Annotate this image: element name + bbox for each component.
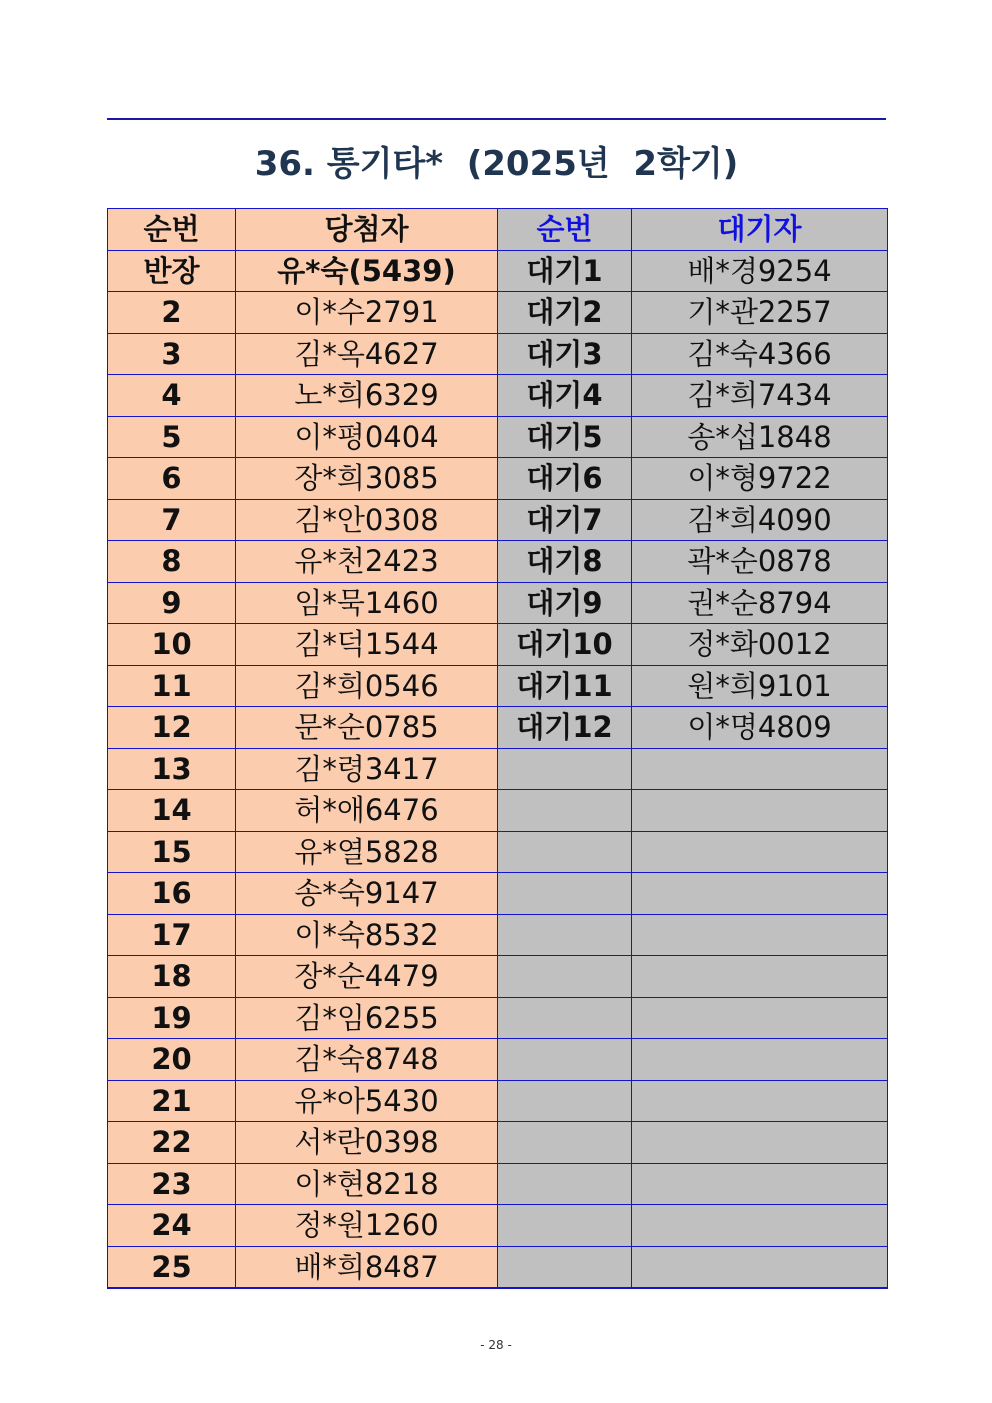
cell-winner: 이*평0404 — [236, 416, 498, 458]
cell-no: 12 — [108, 707, 236, 749]
table-row — [108, 292, 888, 334]
cell-wait-no — [498, 790, 632, 832]
cell-wait-no — [498, 1163, 632, 1205]
cell-wait-no — [498, 1246, 632, 1288]
cell-wait-no — [498, 748, 632, 790]
cell-wait-no — [498, 1039, 632, 1081]
cell-wait-no: 대기10 — [498, 624, 632, 666]
table-row — [108, 458, 888, 500]
table-row — [108, 416, 888, 458]
cell-waiter — [632, 1080, 888, 1122]
cell-winner: 김*숙8748 — [236, 1039, 498, 1081]
cell-wait-no — [498, 1080, 632, 1122]
cell-no: 15 — [108, 831, 236, 873]
cell-waiter: 정*화0012 — [632, 624, 888, 666]
table-row — [108, 375, 888, 417]
cell-wait-no: 대기5 — [498, 416, 632, 458]
cell-winner: 이*현8218 — [236, 1163, 498, 1205]
table-row — [108, 665, 888, 707]
cell-winner: 이*수2791 — [236, 292, 498, 334]
cell-winner: 유*숙(5439) — [236, 250, 498, 292]
header-waiter: 대기자 — [632, 209, 888, 251]
cell-waiter — [632, 956, 888, 998]
table-header-row — [108, 209, 888, 251]
cell-waiter: 이*형9722 — [632, 458, 888, 500]
table-row — [108, 914, 888, 956]
cell-waiter — [632, 997, 888, 1039]
cell-no: 3 — [108, 333, 236, 375]
cell-no: 7 — [108, 499, 236, 541]
table-row — [108, 1080, 888, 1122]
cell-no: 9 — [108, 582, 236, 624]
cell-winner: 장*순4479 — [236, 956, 498, 998]
cell-waiter — [632, 1039, 888, 1081]
cell-waiter — [632, 1246, 888, 1288]
cell-wait-no — [498, 997, 632, 1039]
cell-no: 13 — [108, 748, 236, 790]
cell-winner: 이*숙8532 — [236, 914, 498, 956]
cell-no: 23 — [108, 1163, 236, 1205]
cell-wait-no: 대기4 — [498, 375, 632, 417]
cell-winner: 정*원1260 — [236, 1205, 498, 1247]
table-row — [108, 873, 888, 915]
cell-wait-no: 대기6 — [498, 458, 632, 500]
table-row — [108, 1205, 888, 1247]
cell-no: 19 — [108, 997, 236, 1039]
cell-winner: 김*옥4627 — [236, 333, 498, 375]
cell-waiter — [632, 831, 888, 873]
cell-winner: 유*아5430 — [236, 1080, 498, 1122]
cell-no: 14 — [108, 790, 236, 832]
cell-wait-no: 대기7 — [498, 499, 632, 541]
cell-no: 6 — [108, 458, 236, 500]
cell-winner: 노*희6329 — [236, 375, 498, 417]
cell-waiter — [632, 790, 888, 832]
table-row — [108, 1122, 888, 1164]
cell-winner: 허*애6476 — [236, 790, 498, 832]
cell-waiter: 곽*순0878 — [632, 541, 888, 583]
cell-winner: 임*묵1460 — [236, 582, 498, 624]
title-top-rule — [107, 118, 886, 120]
cell-waiter — [632, 748, 888, 790]
cell-waiter: 기*관2257 — [632, 292, 888, 334]
cell-no: 18 — [108, 956, 236, 998]
table-row — [108, 748, 888, 790]
cell-waiter — [632, 1163, 888, 1205]
cell-winner: 서*란0398 — [236, 1122, 498, 1164]
cell-no: 10 — [108, 624, 236, 666]
cell-wait-no: 대기11 — [498, 665, 632, 707]
cell-winner: 김*령3417 — [236, 748, 498, 790]
cell-no: 25 — [108, 1246, 236, 1288]
cell-no: 20 — [108, 1039, 236, 1081]
cell-no: 반장 — [108, 250, 236, 292]
cell-waiter — [632, 873, 888, 915]
cell-wait-no: 대기12 — [498, 707, 632, 749]
table-row — [108, 956, 888, 998]
page-number: - 28 - — [480, 1338, 512, 1352]
cell-wait-no — [498, 1205, 632, 1247]
cell-waiter — [632, 914, 888, 956]
cell-waiter: 김*희7434 — [632, 375, 888, 417]
cell-no: 16 — [108, 873, 236, 915]
cell-waiter: 권*순8794 — [632, 582, 888, 624]
cell-waiter — [632, 1122, 888, 1164]
table-row — [108, 333, 888, 375]
cell-wait-no: 대기9 — [498, 582, 632, 624]
table-row — [108, 250, 888, 292]
cell-winner: 김*임6255 — [236, 997, 498, 1039]
header-wait-no: 순번 — [498, 209, 632, 251]
cell-no: 8 — [108, 541, 236, 583]
cell-wait-no — [498, 914, 632, 956]
cell-wait-no: 대기1 — [498, 250, 632, 292]
cell-no: 11 — [108, 665, 236, 707]
cell-waiter: 이*명4809 — [632, 707, 888, 749]
roster-table — [107, 208, 888, 1289]
table-row — [108, 582, 888, 624]
cell-no: 17 — [108, 914, 236, 956]
cell-wait-no: 대기3 — [498, 333, 632, 375]
header-winner: 당첨자 — [236, 209, 498, 251]
table-row — [108, 707, 888, 749]
cell-winner: 유*천2423 — [236, 541, 498, 583]
cell-winner: 문*순0785 — [236, 707, 498, 749]
cell-waiter: 김*희4090 — [632, 499, 888, 541]
cell-winner: 배*희8487 — [236, 1246, 498, 1288]
table-row — [108, 997, 888, 1039]
cell-no: 24 — [108, 1205, 236, 1247]
cell-waiter — [632, 1205, 888, 1247]
cell-wait-no — [498, 873, 632, 915]
table-row — [108, 541, 888, 583]
page-title: 36. 통기타* (2025년 2학기) — [254, 144, 739, 184]
cell-no: 5 — [108, 416, 236, 458]
cell-winner: 김*희0546 — [236, 665, 498, 707]
cell-wait-no: 대기2 — [498, 292, 632, 334]
cell-waiter: 송*섭1848 — [632, 416, 888, 458]
cell-winner: 김*덕1544 — [236, 624, 498, 666]
cell-wait-no: 대기8 — [498, 541, 632, 583]
cell-winner: 장*희3085 — [236, 458, 498, 500]
cell-waiter: 배*경9254 — [632, 250, 888, 292]
cell-waiter: 김*숙4366 — [632, 333, 888, 375]
table-row — [108, 1246, 888, 1288]
cell-no: 22 — [108, 1122, 236, 1164]
cell-wait-no — [498, 956, 632, 998]
cell-winner: 송*숙9147 — [236, 873, 498, 915]
cell-winner: 김*안0308 — [236, 499, 498, 541]
header-no: 순번 — [108, 209, 236, 251]
cell-winner: 유*열5828 — [236, 831, 498, 873]
cell-wait-no — [498, 831, 632, 873]
cell-no: 21 — [108, 1080, 236, 1122]
table-row — [108, 1039, 888, 1081]
cell-no: 4 — [108, 375, 236, 417]
table-row — [108, 790, 888, 832]
table-row — [108, 831, 888, 873]
cell-no: 2 — [108, 292, 236, 334]
table-row — [108, 1163, 888, 1205]
roster-body — [108, 250, 888, 1288]
table-row — [108, 624, 888, 666]
cell-waiter: 원*희9101 — [632, 665, 888, 707]
cell-wait-no — [498, 1122, 632, 1164]
table-row — [108, 499, 888, 541]
